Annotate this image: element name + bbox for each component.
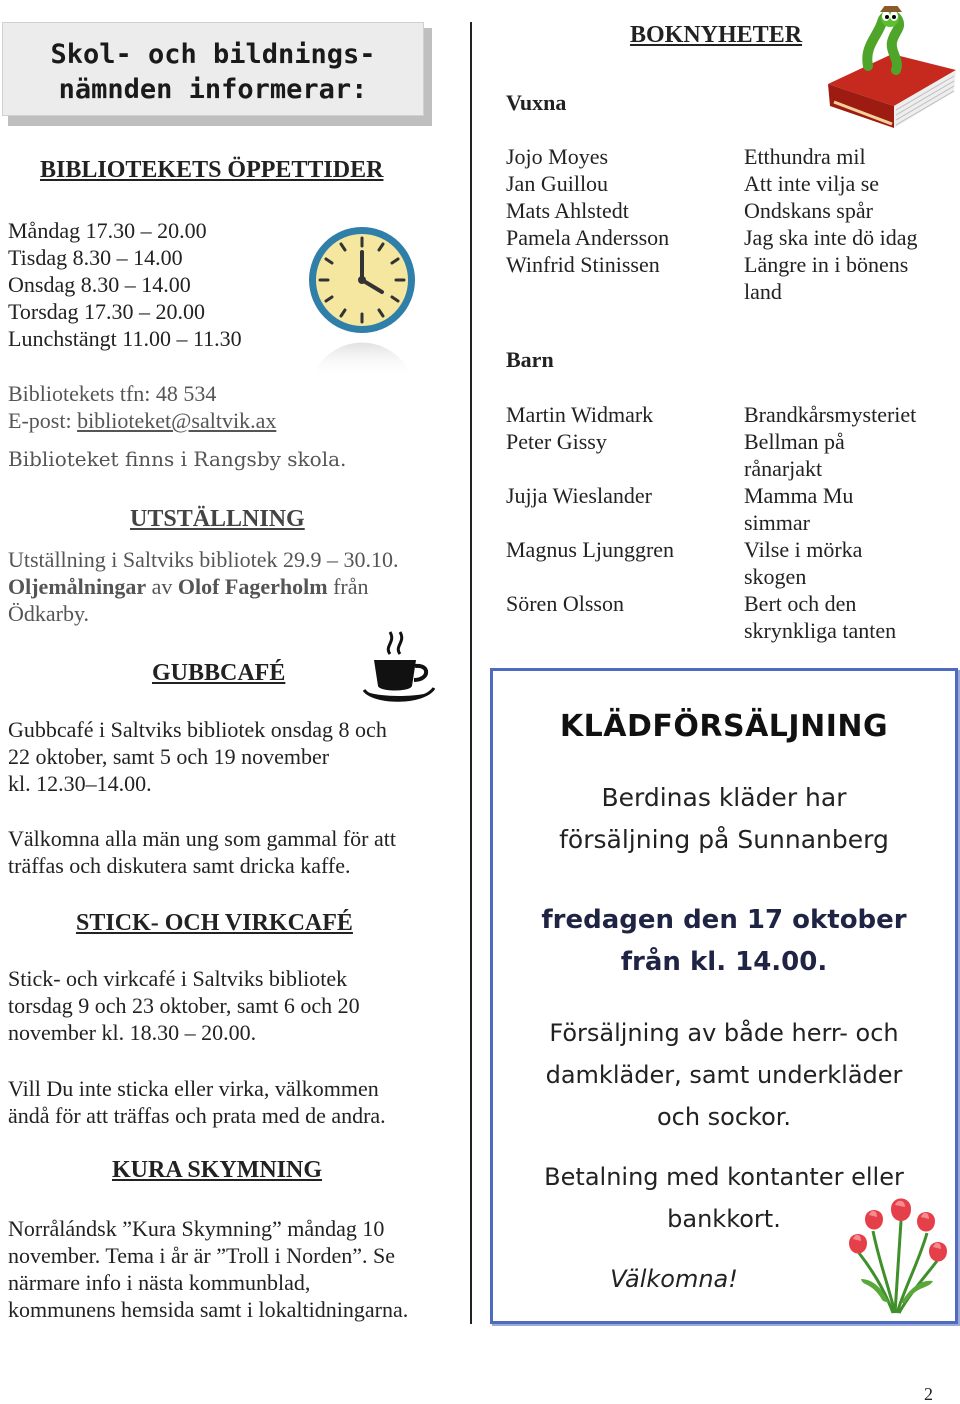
author-name: Martin Widmark: [506, 402, 654, 427]
header-title-line1: Skol- och bildnings-: [50, 39, 376, 70]
book-title: Vilse i mörka: [744, 537, 863, 562]
exhibition-text-1: Utställning i Saltviks bibliotek 29.9 – 30.10.: [8, 547, 399, 572]
library-email-line: [8, 407, 276, 434]
book-title: land: [744, 279, 782, 304]
poster-line: och sockor.: [656, 1103, 792, 1131]
gubbcafe-p2: [8, 825, 396, 879]
coffee-cup-icon: [362, 624, 436, 706]
book-title: simmar: [744, 510, 810, 535]
stickcafe-p2: [8, 1075, 386, 1129]
book-title: Brandkårsmysteriet: [744, 402, 917, 427]
poster-line: damkläder, samt underkläder: [545, 1061, 903, 1089]
stickcafe-line: Vill Du inte sticka eller virka, välkommen: [8, 1076, 379, 1101]
gubbcafe-line: Gubbcafé i Saltviks bibliotek onsdag 8 och: [8, 717, 387, 742]
exhibition-artist: Olof Fagerholm: [177, 574, 328, 599]
kura-p1: [8, 1215, 408, 1323]
poster-welcome: Välkomna!: [610, 1265, 738, 1293]
gubbcafe-line: 22 oktober, samt 5 och 19 november: [8, 744, 330, 769]
hours-row: Onsdag 8.30 – 14.00: [8, 272, 191, 297]
book-title: Bert och den: [744, 591, 857, 616]
hours-row: Tisdag 8.30 – 14.00: [8, 245, 183, 270]
exhibition-end: från: [327, 574, 369, 599]
library-location: Biblioteket finns i Rangsby skola.: [8, 447, 347, 471]
kura-line: närmare info i nästa kommunblad,: [8, 1270, 311, 1295]
book-title: skrynkliga tanten: [744, 618, 897, 643]
adult-authors-list: [506, 143, 669, 278]
email-label: E-post:: [8, 408, 78, 433]
author-name: Magnus Ljunggren: [506, 537, 675, 562]
exhibition-bold: Oljemålningar: [8, 574, 147, 599]
hours-heading: BIBLIOTEKETS ÖPPETTIDER: [40, 157, 384, 183]
author-name: Jujja Wieslander: [506, 483, 652, 508]
adults-label: Vuxna: [506, 90, 567, 115]
poster-line: Försäljning av både herr- och: [549, 1019, 899, 1047]
author-name: Jojo Moyes: [506, 144, 609, 169]
author-name: Jan Guillou: [506, 171, 609, 196]
kura-line: Norrålándsk ”Kura Skymning” måndag 10: [8, 1216, 385, 1241]
stickcafe-line: ändå för att träffas och prata med de andra.: [8, 1103, 386, 1128]
book-title: rånarjakt: [744, 456, 823, 481]
header-title-line2: nämnden informerar:: [58, 74, 368, 105]
stickcafe-heading: STICK- OCH VIRKCAFÉ: [76, 910, 353, 936]
library-phone: Bibliotekets tfn: 48 534: [8, 381, 217, 406]
poster-line: Betalning med kontanter eller: [544, 1163, 904, 1191]
hours-row: Lunchstängt 11.00 – 11.30: [8, 326, 242, 351]
poster-date: fredagen den 17 oktober: [541, 905, 907, 935]
stickcafe-line: november kl. 18.30 – 20.00.: [8, 1020, 257, 1045]
poster-line: Berdinas kläder har: [601, 783, 847, 812]
hours-row: Torsdag 17.30 – 20.00: [8, 299, 206, 324]
author-name: Pamela Andersson: [506, 225, 670, 250]
gubbcafe-line: kl. 12.30–14.00.: [8, 771, 152, 796]
poster-line: bankkort.: [667, 1205, 781, 1233]
exhibition-text-2: [8, 573, 369, 600]
kids-label: Barn: [506, 347, 554, 372]
gubbcafe-p1: [8, 716, 387, 797]
header-box: [2, 22, 424, 116]
author-name: Peter Gissy: [506, 429, 607, 454]
hours-list: [8, 217, 242, 352]
adult-titles-list: [744, 143, 918, 305]
kid-titles-list: [744, 401, 916, 644]
hours-row: Måndag 17.30 – 20.00: [8, 218, 207, 243]
stickcafe-p1: [8, 965, 360, 1046]
kura-line: november. Tema i år är ”Troll i Norden”. Se: [8, 1243, 396, 1268]
book-title: Jag ska inte dö idag: [744, 225, 918, 250]
news-heading: BOKNYHETER: [630, 22, 803, 48]
book-title: Mamma Mu: [744, 483, 854, 508]
gubbcafe-heading: GUBBCAFÉ: [152, 660, 286, 686]
tulips-icon: [843, 1191, 949, 1315]
book-title: Längre in i bönens: [744, 252, 909, 277]
gubbcafe-line: träffas och diskutera samt dricka kaffe.: [8, 853, 351, 878]
book-title: skogen: [744, 564, 807, 589]
poster-time: från kl. 14.00.: [620, 947, 828, 977]
kura-line: kommunens hemsida samt i lokaltidningarna.: [8, 1297, 409, 1322]
clothing-sale-poster: [490, 668, 958, 1324]
exhibition-text-3: Ödkarby.: [8, 601, 90, 626]
poster-title: KLÄDFÖRSÄLJNING: [559, 709, 889, 744]
author-name: Winfrid Stinissen: [506, 252, 660, 277]
author-name: Sören Olsson: [506, 591, 624, 616]
poster-line: försäljning på Sunnanberg: [559, 825, 889, 854]
book-title: Ondskans spår: [744, 198, 873, 223]
email-link[interactable]: biblioteket@saltvik.ax: [77, 408, 277, 433]
author-name: Mats Ahlstedt: [506, 198, 629, 223]
exhibition-mid: av: [146, 574, 178, 599]
book-title: Etthundra mil: [744, 144, 866, 169]
stickcafe-line: Stick- och virkcafé i Saltviks bibliotek: [8, 966, 348, 991]
book-worm-icon: [820, 6, 960, 136]
book-title: Att inte vilja se: [744, 171, 880, 196]
kura-heading: KURA SKYMNING: [112, 1157, 323, 1183]
stickcafe-line: torsdag 9 och 23 oktober, samt 6 och 20: [8, 993, 360, 1018]
clock-icon: [306, 222, 418, 382]
kid-authors-list: [506, 401, 674, 617]
page-number: 2: [924, 1384, 933, 1404]
column-divider: [470, 22, 472, 1324]
exhibition-heading: UTSTÄLLNING: [130, 506, 305, 532]
book-title: Bellman på: [744, 429, 845, 454]
gubbcafe-line: Välkomna alla män ung som gammal för att: [8, 826, 396, 851]
